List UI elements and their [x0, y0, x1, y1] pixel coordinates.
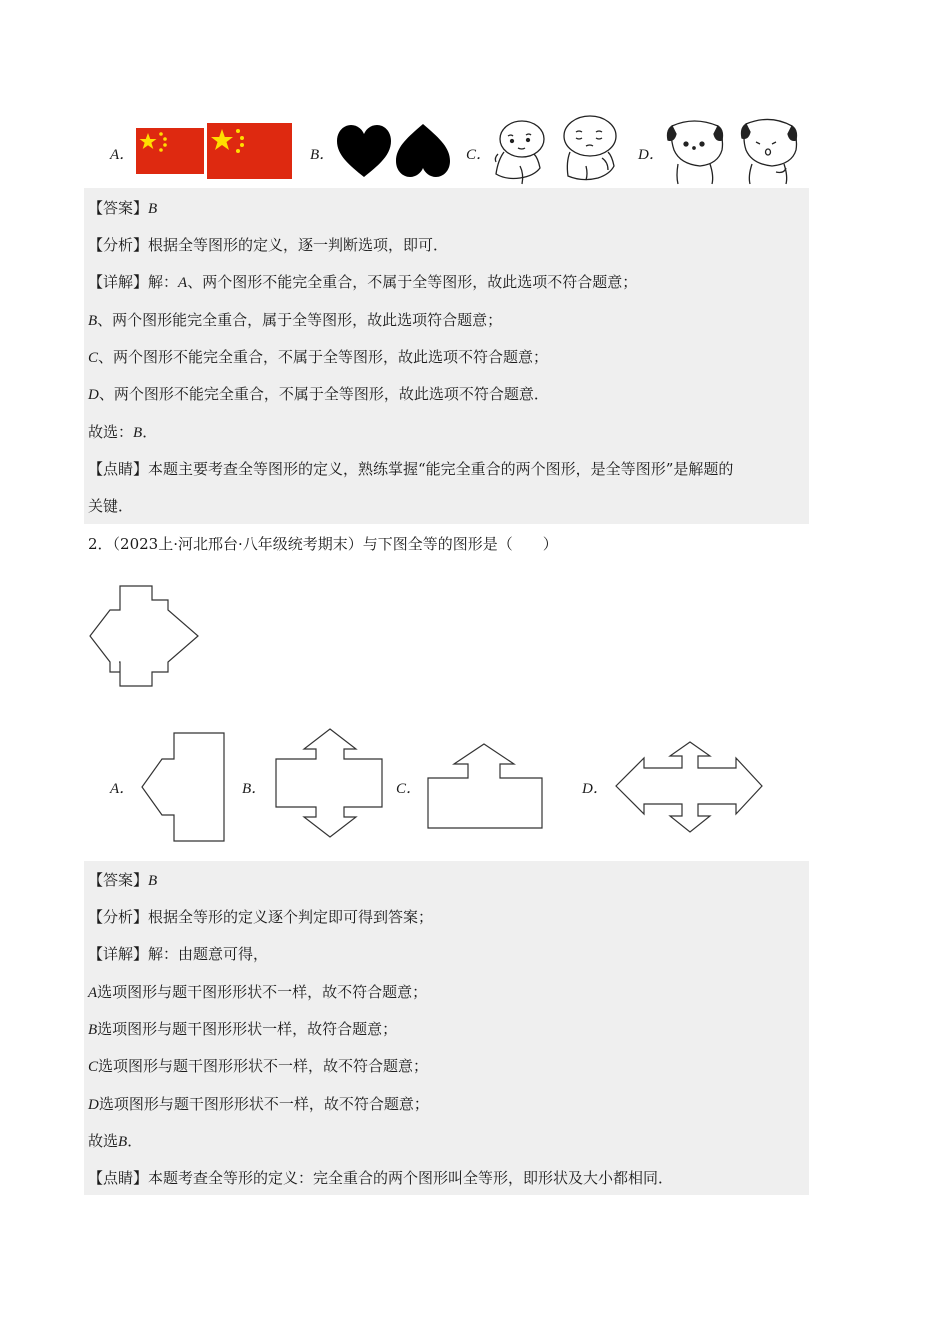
arrow-left-shape [142, 733, 224, 841]
q1-answer [88, 198, 157, 218]
q2-option-c-figure [426, 742, 546, 832]
q2-target-figure [88, 584, 202, 690]
q1-option-d-cartoons [664, 114, 804, 188]
q1-option-d-label: D． [638, 147, 664, 163]
q2-option-d-label: D． [582, 781, 608, 797]
q2-option-a-figure [140, 731, 230, 845]
q1-option-c-label: C． [466, 147, 492, 163]
q2-choice [88, 1131, 142, 1151]
q2-detail-line-a [88, 982, 427, 1002]
q2-option-d-figure [614, 740, 766, 834]
q2-analysis [88, 907, 433, 927]
q1-choice [88, 422, 157, 442]
detail-text: 、两个图形不能完全重合，不属于全等图形，故此选项不符合题意； [98, 348, 549, 366]
choice-prefix: 故选： [88, 423, 134, 441]
detail-letter: D [88, 387, 99, 403]
q2-option-b-figure [274, 727, 386, 839]
cartoon-dog-left-icon [668, 121, 723, 184]
question-number: 2． [88, 535, 113, 553]
question-text: 与下图全等的图形是（ ） [362, 535, 558, 553]
q2-detail-line-d [88, 1094, 429, 1114]
comment-text: 本题主要考查全等图形的定义，熟练掌握“能完全重合的两个图形，是全等图形”是解题的 [148, 460, 734, 478]
cartoon-dog-right-icon [742, 119, 797, 184]
q2-option-a-label: A． [110, 781, 135, 797]
q1-comment [88, 459, 733, 479]
q1-detail-line-b [88, 310, 502, 330]
analysis-tag: 【分析】 [88, 236, 149, 254]
q1-option-a-label: A． [110, 147, 135, 163]
question-source: （2023上·河北邢台·八年级统考期末） [112, 535, 363, 553]
detail-text: 选项图形与题干图形形状不一样，故不符合题意； [97, 983, 428, 1001]
detail-tag: 【详解】 [88, 945, 149, 963]
comment-tag: 【点睛】 [88, 460, 149, 478]
q1-option-a-flags [134, 122, 294, 180]
comment-text: 本题考查全等形的定义：完全重合的两个图形叫全等形，即形状及大小都相同． [148, 1169, 674, 1187]
analysis-text: 根据全等形的定义逐个判定即可得到答案； [148, 908, 434, 926]
q2-option-b-label: B． [242, 781, 267, 797]
choice-prefix: 故选 [88, 1132, 119, 1150]
detail-text: 、两个图形不能完全重合，不属于全等图形，故此选项不符合题意． [98, 385, 549, 403]
heart-icon [337, 125, 391, 177]
q1-detail-line-a [88, 272, 637, 292]
q1-comment-cont [88, 496, 133, 516]
detail-text: 选项图形与题干图形形状不一样，故不符合题意； [98, 1057, 429, 1075]
answer-value: B [148, 873, 158, 889]
q1-option-c-cartoons [490, 114, 630, 188]
choice-letter: B [133, 425, 143, 441]
arrow-up-box-shape [428, 744, 542, 828]
double-arrow-cross-shape [276, 729, 382, 837]
detail-letter: D [88, 1097, 99, 1113]
detail-text: 选项图形与题干图形形状不一样，故不符合题意； [98, 1095, 429, 1113]
detail-intro: 解： [148, 273, 179, 291]
answer-tag: 【答案】 [88, 199, 149, 217]
q2-comment [88, 1168, 673, 1188]
large-flag-icon [207, 123, 292, 179]
detail-text: 、两个图形不能完全重合，不属于全等图形，故此选项不符合题意； [187, 273, 638, 291]
q1-option-b-label: B． [310, 147, 335, 163]
detail-letter: A [178, 275, 188, 291]
detail-letter: A [88, 985, 98, 1001]
detail-text: 、两个图形能完全重合，属于全等图形，故此选项符合题意； [97, 311, 503, 329]
q2-stem [88, 534, 558, 554]
detail-letter: C [88, 350, 99, 366]
four-arrow-shape [616, 742, 762, 832]
detail-letter: B [88, 1022, 98, 1038]
comment-text: 关键． [88, 497, 134, 515]
q1-detail-line-c [88, 347, 548, 367]
cross-arrow-shape [90, 586, 198, 686]
detail-intro: 解：由题意可得， [148, 945, 269, 963]
q1-analysis [88, 235, 448, 255]
cartoon-face-left-icon [495, 121, 544, 184]
choice-suffix: ． [127, 1132, 143, 1150]
choice-letter: B [118, 1134, 128, 1150]
analysis-tag: 【分析】 [88, 908, 149, 926]
inverted-heart-icon [396, 124, 450, 177]
detail-letter: C [88, 1059, 99, 1075]
q2-answer [88, 870, 157, 890]
comment-tag: 【点睛】 [88, 1169, 149, 1187]
detail-text: 选项图形与题干图形形状一样，故符合题意； [97, 1020, 398, 1038]
analysis-text: 根据全等图形的定义，逐一判断选项，即可． [148, 236, 449, 254]
small-flag-icon [136, 128, 204, 174]
q2-detail-intro [88, 944, 268, 964]
q2-detail-line-c [88, 1056, 428, 1076]
answer-value: B [148, 201, 158, 217]
q2-option-c-label: C． [396, 781, 422, 797]
q1-option-b-hearts [335, 122, 455, 180]
detail-letter: B [88, 313, 98, 329]
q1-detail-line-d [88, 384, 549, 404]
answer-tag: 【答案】 [88, 871, 149, 889]
cartoon-face-right-icon [564, 116, 616, 180]
q2-detail-line-b [88, 1019, 397, 1039]
choice-suffix: ． [142, 423, 158, 441]
detail-tag: 【详解】 [88, 273, 149, 291]
